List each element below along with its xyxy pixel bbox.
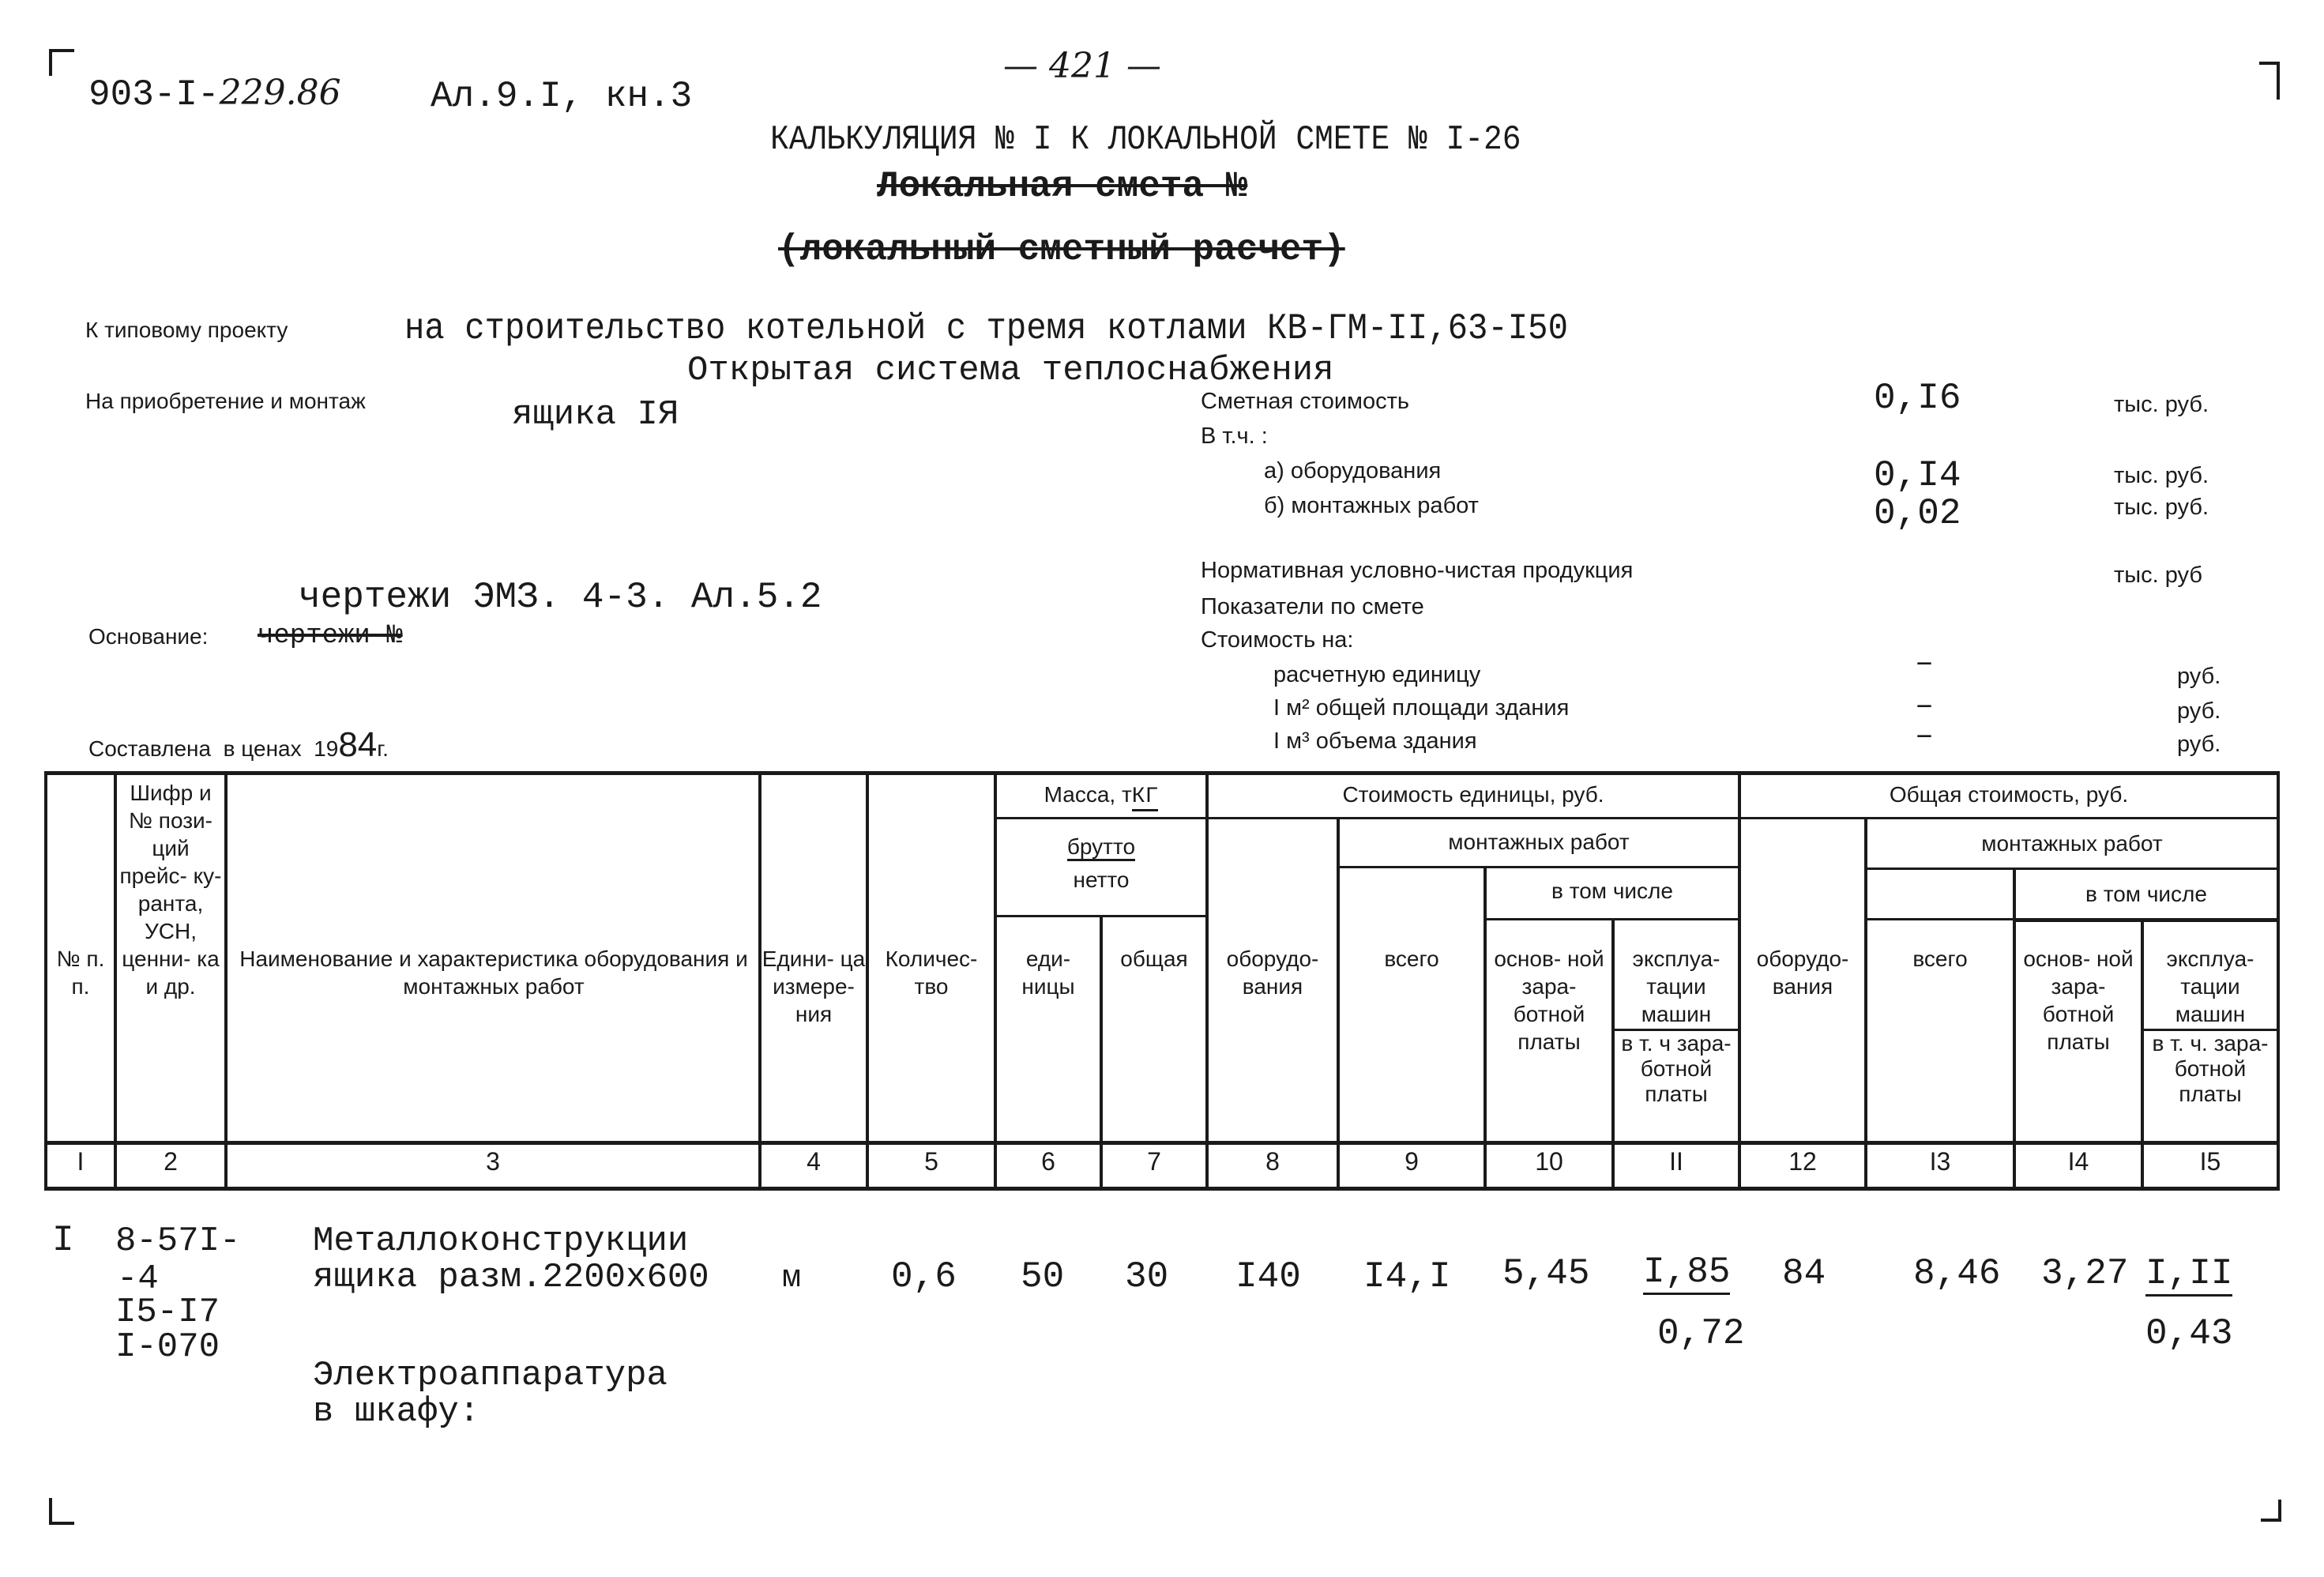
section-title-2: в шкафу:	[313, 1392, 480, 1432]
summary-value: 0,I4	[1874, 455, 1961, 496]
album-ref: Ал.9.I, кн.3	[431, 76, 693, 117]
summary-label: а) оборудования	[1264, 458, 1442, 484]
row-machines-salary: 0,72	[1657, 1313, 1745, 1354]
section-title-1: Электроаппаратура	[313, 1356, 667, 1395]
table-line	[1864, 817, 1867, 1190]
summary-unit: руб.	[2177, 664, 2221, 689]
header-mass-label: Масса, т	[1044, 782, 1132, 807]
table-line	[995, 817, 2280, 819]
row-code-1: 8-57I-	[115, 1221, 241, 1261]
col-number: 7	[1147, 1147, 1161, 1176]
col-number: 10	[1535, 1147, 1563, 1176]
compiled-line	[88, 725, 389, 765]
header-col-4: Едини- ца измере- ния	[762, 947, 866, 1026]
header-col-11a-text: эксплуа- тации машин	[1632, 947, 1720, 1026]
row-mont-total: I4,I	[1363, 1256, 1451, 1297]
header-col-9: всего	[1384, 947, 1439, 971]
header-col-5: Количес- тво	[885, 947, 978, 999]
acquisition-value: ящика IЯ	[512, 395, 679, 435]
row-unit: м	[782, 1261, 802, 1297]
table-line	[1337, 817, 1340, 1190]
header-incl-2: в том числе	[2085, 882, 2207, 906]
summary-unit: тыс. руб.	[2114, 463, 2209, 488]
col-number: I3	[1929, 1147, 1951, 1176]
header-col-11b: в т. ч зара- ботной платы	[1615, 1029, 1738, 1107]
row-base-salary: 5,45	[1502, 1253, 1590, 1294]
header-mass	[997, 781, 1205, 811]
summary-label: I м² общей площади здания	[1273, 695, 1570, 721]
row-code-4: I-070	[115, 1327, 220, 1367]
row-machines-sum: I,II	[2145, 1253, 2232, 1297]
table-line	[44, 771, 2280, 775]
col-number: 6	[1041, 1147, 1055, 1176]
summary-value: 0,02	[1874, 493, 1961, 534]
summary-unit: руб.	[2177, 732, 2221, 757]
summary-label: I м³ объема здания	[1273, 728, 1477, 754]
col-number: 5	[924, 1147, 938, 1176]
row-equip-total: 84	[1782, 1253, 1826, 1294]
table-line	[114, 771, 117, 1190]
col-number: 4	[807, 1147, 821, 1176]
header-col-11a	[1615, 945, 1738, 1028]
col-number: 3	[486, 1147, 500, 1176]
summary-unit: тыс. руб	[2114, 563, 2202, 588]
basis-label: Основание:	[88, 624, 209, 649]
acquisition-label: На приобретение и монтаж	[85, 389, 366, 413]
col-number: 9	[1405, 1147, 1419, 1176]
project-subtitle: Открытая система теплоснабжения	[687, 351, 1334, 390]
compiled-unit: г.	[377, 736, 389, 761]
basis-value: чертежи ЭМЗ. 4-3. Ал.5.2	[299, 577, 822, 618]
compiled-year-suffix: 84	[338, 725, 378, 764]
header-col-2: Шифр и № пози- ций прейс- ку- ранта, УСН, ценни- ка и др.	[119, 781, 222, 999]
row-machines-salary-sum: 0,43	[2145, 1313, 2233, 1354]
summary-label: расчетную единицу	[1273, 662, 1481, 687]
row-number: I	[52, 1220, 74, 1261]
col-number: I5	[2199, 1147, 2221, 1176]
col-number: 2	[164, 1147, 178, 1176]
summary-value: –	[1915, 689, 1935, 725]
header-col-1: № п. п.	[56, 947, 105, 999]
col-number: I	[77, 1147, 85, 1176]
project-label: К типовому проекту	[85, 318, 288, 342]
compiled-label: Составлена	[88, 736, 212, 761]
header-col-6: еди- ницы	[1021, 947, 1075, 999]
doc-code-handwritten: 229.86	[219, 73, 341, 113]
col-number: 12	[1788, 1147, 1817, 1176]
header-brutto	[997, 833, 1205, 860]
project-value: на строительство котельной с тремя котлами КВ-ГМ-II,63-I50	[404, 308, 1568, 349]
summary-value: 0,I6	[1874, 378, 1961, 419]
struck-title-2: (локальный сметный расчет)	[778, 229, 1345, 270]
header-mont: монтажных работ	[1448, 830, 1630, 854]
header-col-15b: в т. ч. зара- ботной платы	[2144, 1029, 2277, 1107]
header-incl: в том числе	[1551, 879, 1673, 903]
row-code-2: -4	[117, 1259, 159, 1299]
summary-label: Сметная стоимость	[1201, 389, 1409, 414]
row-base-salary-sum: 3,27	[2041, 1253, 2129, 1294]
col-number: II	[1669, 1147, 1683, 1176]
corner-mark-bottom-left	[49, 1498, 74, 1525]
header-mont-2: монтажных работ	[1981, 831, 2163, 856]
summary-unit: тыс. руб.	[2114, 495, 2209, 520]
struck-title-1: Локальная смета №	[877, 166, 1248, 207]
header-col-15a-text: эксплуа- тации машин	[2166, 947, 2254, 1026]
summary-label: Нормативная условно-чистая продукция	[1201, 558, 1634, 583]
header-brutto-label: брутто	[1067, 834, 1135, 861]
header-col-15a	[2144, 945, 2277, 1028]
header-netto: нетто	[1073, 868, 1130, 892]
corner-mark-bottom-right	[2261, 1500, 2281, 1522]
row-mass-total: 30	[1125, 1256, 1169, 1297]
doc-code-printed: 903-I-	[88, 74, 220, 115]
summary-unit: тыс. руб.	[2114, 392, 2209, 417]
summary-label: Стоимость на:	[1201, 627, 1354, 653]
header-col-8: оборудо- вания	[1226, 947, 1319, 999]
table-line	[2014, 920, 2280, 922]
row-mont-total-sum: 8,46	[1913, 1253, 2001, 1294]
table-line	[44, 1141, 2280, 1145]
row-name-1: Металлоконструкции	[313, 1221, 689, 1261]
summary-label: Показатели по смете	[1201, 594, 1424, 619]
table-line	[1866, 868, 2280, 870]
header-col-10: основ- ной зара- ботной платы	[1494, 947, 1604, 1054]
row-name-2: ящика разм.2200х600	[313, 1258, 709, 1297]
summary-label: В т.ч. :	[1201, 423, 1268, 449]
header-col-3: Наименование и характеристика оборудования и монтажных работ	[239, 947, 748, 999]
table-line	[2277, 771, 2280, 1190]
header-mass-kg: КГ	[1132, 785, 1159, 811]
row-mass-unit: 50	[1021, 1256, 1065, 1297]
compiled-label-2: в ценах	[223, 736, 302, 761]
basis-struck: чертежи №	[258, 621, 403, 651]
page-number: — 421 —	[1003, 46, 1161, 86]
page-title: КАЛЬКУЛЯЦИЯ № I К ЛОКАЛЬНОЙ СМЕТЕ № I-26	[770, 120, 1521, 160]
doc-code	[88, 73, 341, 115]
header-col-12: оборудо- вания	[1756, 947, 1849, 999]
header-col-7: общая	[1120, 947, 1188, 971]
summary-value: –	[1915, 646, 1935, 682]
header-total-cost: Общая стоимость, руб.	[1889, 782, 2129, 807]
col-number: I4	[2067, 1147, 2089, 1176]
table-line	[224, 771, 228, 1190]
row-code-3: I5-I7	[115, 1293, 220, 1332]
header-unit-cost: Стоимость единицы, руб.	[1342, 782, 1604, 807]
summary-unit: руб.	[2177, 698, 2221, 724]
summary-value: –	[1915, 719, 1935, 755]
col-number: 8	[1265, 1147, 1280, 1176]
header-col-14: основ- ной зара- ботной платы	[2023, 947, 2134, 1054]
row-machines: I,85	[1643, 1251, 1730, 1295]
summary-label: б) монтажных работ	[1264, 493, 1479, 518]
table-line	[1338, 866, 1739, 868]
compiled-year-prefix: 19	[314, 736, 339, 761]
corner-mark-top-left	[49, 49, 74, 76]
corner-mark-top-right	[2259, 62, 2280, 100]
table-line	[44, 1187, 2280, 1191]
row-qty: 0,6	[891, 1256, 957, 1297]
header-col-13: всего	[1912, 947, 1968, 971]
row-equip: I40	[1235, 1256, 1301, 1297]
